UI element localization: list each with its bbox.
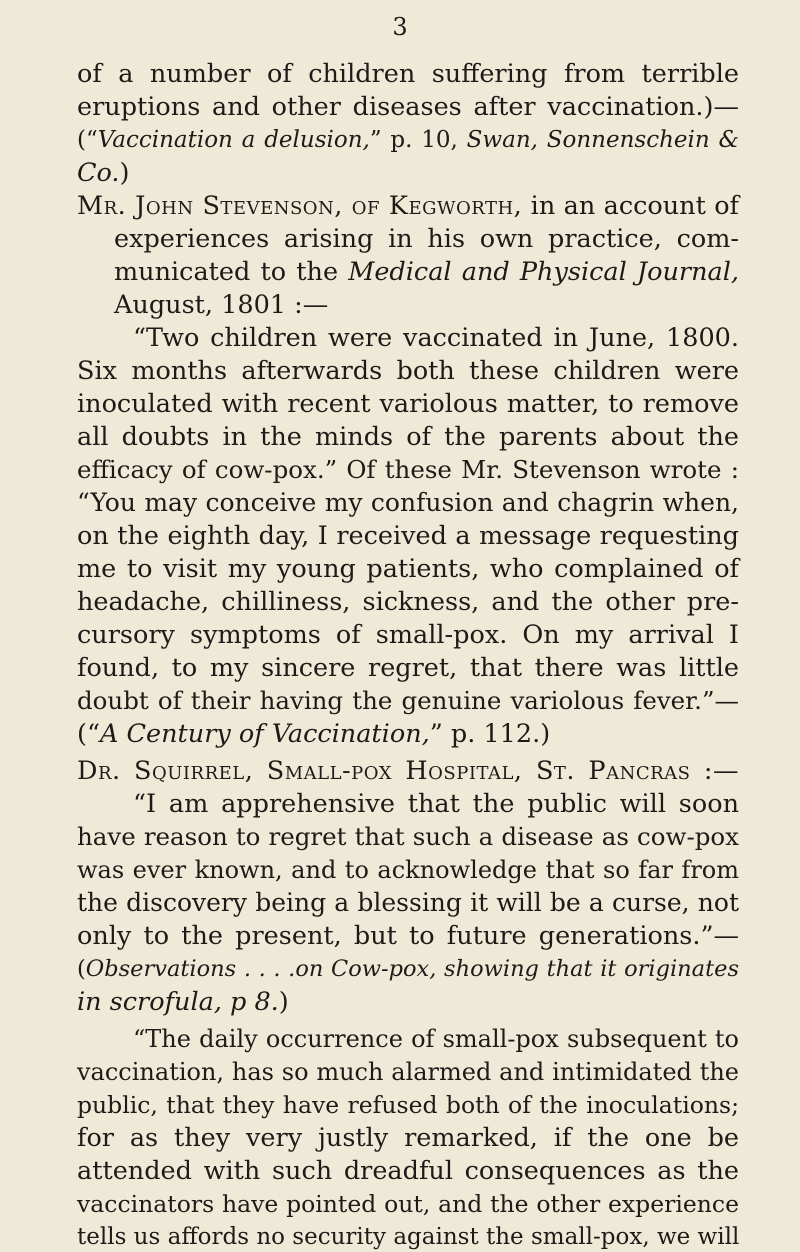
text-line-36: tells us affords no security against the small-pox, we will	[77, 1224, 740, 1250]
text-line-9: “Two children were vaccinated in June, 1800.	[133, 323, 739, 353]
text-line-1: of a number of children suffering from terrible	[77, 59, 739, 89]
text-line-28: (Observations . . . .on Cow-pox, showing that it originates	[77, 956, 739, 982]
text-line-11: inoculated with recent variolous matter, to remove	[77, 389, 739, 419]
text-line-13: efficacy of cow-pox.” Of these Mr. Stevenson wrote :	[77, 455, 739, 484]
text-line-20: doubt of their having the genuine variolous fever.”—	[77, 686, 739, 715]
text-line-31: vaccination, has so much alarmed and intimidated the	[77, 1058, 739, 1086]
text-line-27: only to the present, but to future generations.”—	[77, 921, 739, 951]
text-line-3: (“Vaccination a delusion,” p. 10, Swan, Sonnenschein &	[77, 127, 739, 153]
text-line-26: the discovery being a blessing it will be a curse, not	[77, 888, 739, 917]
text-line-33: for as they very justly remarked, if the one be	[77, 1123, 739, 1153]
text-line-24: have reason to regret that such a disease as cow-pox	[77, 822, 739, 851]
text-line-23: “I am apprehensive that the public will soon	[133, 789, 739, 819]
text-line-15: on the eighth day, I received a message requesting	[77, 521, 739, 551]
text-line-34: attended with such dreadful consequences as the	[77, 1156, 739, 1186]
text-line-22: Dr. Squirrel, Small-pox Hospital, St. Pancras :—	[77, 756, 739, 786]
text-line-14: “You may conceive my confusion and chagrin when,	[77, 488, 739, 517]
text-line-25: was ever known, and to acknowledge that so far from	[77, 856, 739, 884]
text-line-7: municated to the Medical and Physical Journal,	[114, 257, 739, 287]
text-line-17: headache, chilliness, sickness, and the other pre-	[77, 587, 739, 617]
text-line-32: public, that they have refused both of the inoculations;	[77, 1091, 739, 1119]
text-line-29: in scrofula, p 8.)	[77, 987, 289, 1017]
text-line-8: August, 1801 :—	[114, 290, 329, 320]
text-line-6: experiences arising in his own practice, com-	[114, 224, 739, 254]
text-line-10: Six months afterwards both these children were	[77, 356, 739, 386]
text-line-21: (“A Century of Vaccination,” p. 112.)	[77, 719, 551, 749]
text-line-4: Co.)	[77, 158, 130, 188]
text-line-19: found, to my sincere regret, that there was little	[77, 653, 739, 683]
page-number: 3	[392, 13, 408, 41]
text-line-2: eruptions and other diseases after vaccination.)—	[77, 92, 739, 122]
text-line-16: me to visit my young patients, who complained of	[77, 554, 739, 584]
text-line-35: vaccinators have pointed out, and the other experience	[77, 1190, 739, 1218]
text-line-5: Mr. John Stevenson, of Kegworth, in an account of	[77, 191, 739, 221]
text-line-18: cursory symptoms of small-pox. On my arrival I	[77, 620, 739, 650]
text-line-30: “The daily occurrence of small-pox subsequent to	[133, 1025, 739, 1053]
text-line-12: all doubts in the minds of the parents about the	[77, 422, 739, 452]
